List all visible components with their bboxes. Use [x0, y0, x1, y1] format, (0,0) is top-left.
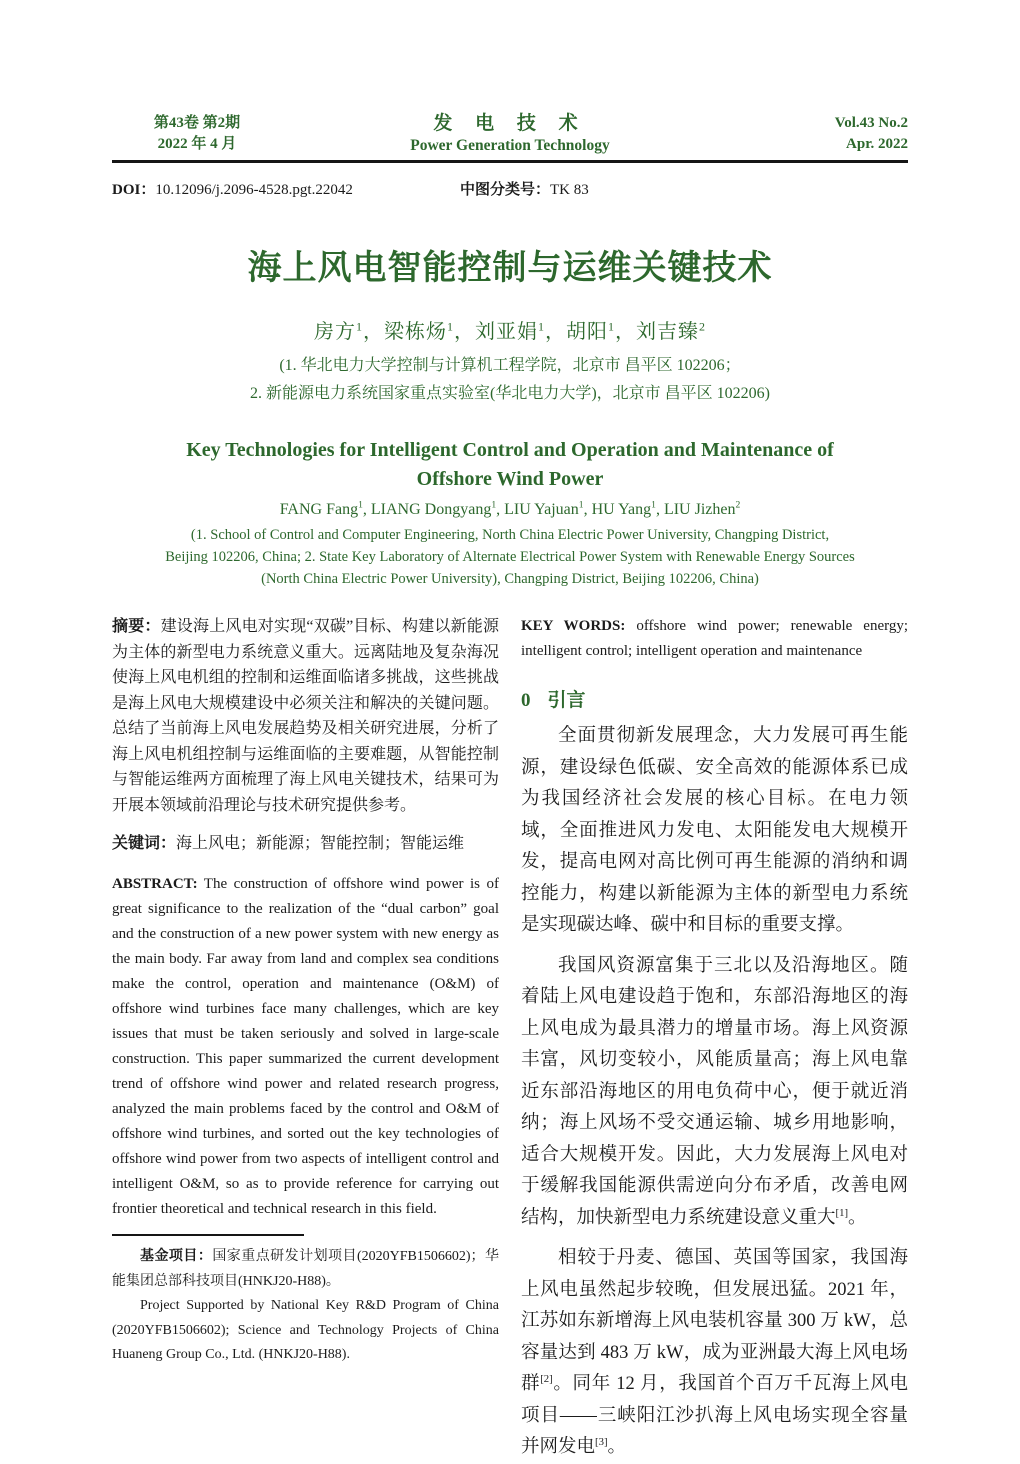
journal-name — [282, 108, 738, 155]
author-name: 胡阳$^1$， — [566, 319, 636, 343]
paper-title-en-line1: Key Technologies for Intelligent Control and Operation and Maintenance of — [186, 439, 834, 461]
author-affiliation-mark: 1 — [447, 319, 454, 334]
funding-note-en: Project Supported by National Key R&D Program of China (2020YFB1506602); Science and Technology Projects of China Huaneng Group Co., Ltd. (HNKJ20-H88). — [112, 1298, 499, 1362]
author-affiliation-mark: 2 — [699, 319, 706, 334]
clc-value: TK 83 — [550, 182, 589, 198]
funding-text-cn: 国家重点研发计划项目(2020YFB1506602)；华能集团总部科技项目(HNKJ20-H88)。 — [112, 1249, 499, 1289]
citation-ref-3: [3] — [595, 1435, 608, 1448]
author-name-en: LIANG Dongyang$^1$, — [370, 499, 505, 518]
two-column-body — [112, 614, 908, 1464]
keywords-cn-label: 关键词： — [112, 835, 177, 852]
issue-info — [112, 113, 282, 155]
author-name-en: FANG Fang$^1$, — [279, 499, 371, 518]
funding-note-cn — [112, 1245, 499, 1294]
affiliation-cn-line2: 2. 新能源电力系统国家重点实验室(华北电力大学)，北京市 昌平区 102206) — [250, 385, 770, 402]
author-affiliation-mark: 1 — [358, 499, 363, 511]
intro-paragraph-3: 相较于丹麦、德国、英国等国家，我国海上风电虽然起步较晚，但发展迅猛。2021 年，江苏如东新增海上风电装机容量 300 万 kW，总容量达到 483 万 kW，成为亚洲最大海上风电场群[2]。同年 12 月，我国首个百万千瓦海上风电项目——三峡阳江沙扒海上风电场实现全容量并网发电[3]。 — [521, 1248, 908, 1457]
clc-label: 中图分类号： — [460, 182, 551, 198]
citation-ref-1: [1] — [835, 1206, 849, 1219]
authors-en — [112, 501, 908, 519]
affiliation-en-line1: (1. School of Control and Computer Engineering, North China Electric Power University, Changping District, — [190, 527, 830, 543]
volume-info — [738, 113, 908, 155]
author-name-en: HU Yang$^1$, — [591, 499, 664, 518]
author-name-en: LIU Jizhen$^2$ — [663, 499, 741, 518]
journal-masthead — [112, 108, 908, 155]
citation-ref-2: [2] — [540, 1372, 553, 1385]
intro-paragraph-1: 全面贯彻新发展理念，大力发展可再生能源，建设绿色低碳、安全高效的能源体系已成为我国经济社会发展的核心目标。在电力领域，全面推进风力发电、太阳能发电大规模开发，提高电网对高比例可再生能源的消纳和调控能力，构建以新能源为主体的新型电力系统是实现碳达峰、碳中和目标的重要支撑。 — [521, 726, 908, 935]
author-affiliation-mark: 1 — [578, 499, 584, 511]
footnote-rule — [112, 1234, 304, 1236]
author-name: 房方$^1$， — [314, 319, 384, 343]
keywords-en-label: KEY WORDS: — [521, 618, 626, 634]
keywords-cn-text: 海上风电；新能源；智能控制；智能运维 — [176, 835, 465, 852]
abstract-en-text: The construction of offshore wind power is of great significance to the realization of the “dual carbon” goal and the construction of a new power system with new energy as the main body. Far away from land and complex sea conditions make the control, operation and maintenance (O&M) of offshore wind turbines face many challenges, which are key issues that must be taken seriously and solved in large-scale construction. This paper summarized the current development trend of offshore wind power and related research progress, analyzed the main problems faced by the control and O&M of offshore wind turbines, and sorted out the key technologies of offshore wind power from two aspects of intelligent control and intelligent O&M, so as to provide reference for carrying out frontier theoretical and technical research in this field. — [112, 876, 499, 1217]
issue-volume: 第43卷 第2期 — [153, 115, 241, 131]
author-affiliation-mark: 1 — [491, 499, 497, 511]
author-affiliation-mark: 1 — [608, 319, 615, 334]
abstract-en-label: ABSTRACT: — [112, 876, 198, 892]
journal-name-en: Power Generation Technology — [410, 137, 610, 154]
doi-label: DOI： — [112, 182, 156, 198]
keywords-en — [521, 614, 908, 664]
clc-number — [460, 178, 589, 199]
intro-paragraph-2: 我国风资源富集于三北以及沿海地区。随着陆上风电建设趋于饱和，东部沿海地区的海上风电成为最具潜力的增量市场。海上风资源丰富，风切变较小，风能质量高；海上风电靠近东部沿海地区的用电负荷中心，便于就近消纳；海上风场不受交通运输、城乡用地影响，适合大规模开发。因此，大力发展海上风电对于缓解我国能源供需逆向分布矛盾，改善电网结构，加快新型电力系统建设意义重大[1]。 — [521, 955, 908, 1228]
section-heading-introduction — [521, 685, 908, 712]
abstract-en — [112, 872, 499, 1222]
issue-date-cn: 2022 年 4 月 — [157, 136, 237, 152]
author-name: 刘吉臻$^2$ — [636, 319, 706, 343]
paper-title-en — [112, 436, 908, 494]
paper-title-cn: 海上风电智能控制与运维关键技术 — [247, 250, 773, 287]
author-name-en: LIU Yajuan$^1$, — [504, 499, 592, 518]
author-affiliation-mark: 1 — [538, 319, 545, 334]
affiliations-en — [112, 524, 908, 590]
affiliations-cn — [112, 352, 908, 408]
doi-row — [112, 178, 908, 200]
left-column — [112, 614, 499, 1464]
abstract-cn-text: 建设海上风电对实现“双碳”目标、构建以新能源为主体的新型电力系统意义重大。远离陆地及复杂海况使海上风电机组的控制和运维面临诸多挑战，这些挑战是海上风电大规模建设中必须关注和解决的关键问题。总结了当前海上风电发展趋势及相关研究进展，分析了海上风电机组控制与运维面临的主要难题，从智能控制与智能运维两方面梳理了海上风电关键技术，结果可为开展本领域前沿理论与技术研究提供参考。 — [112, 618, 499, 814]
author-affiliation-mark: 1 — [651, 499, 656, 511]
funding-footnote — [112, 1234, 499, 1368]
keywords-en-text: offshore wind power; renewable energy; intelligent control; intelligent operation and maintenance — [521, 618, 908, 659]
author-name: 梁栋炀$^1$， — [384, 319, 475, 343]
doi — [112, 182, 353, 198]
abstract-cn-label: 摘要： — [112, 618, 161, 635]
affiliation-en-line2: Beijing 102206, China; 2. State Key Laboratory of Alternate Electrical Power System with Renewable Energy Sources — [165, 549, 855, 565]
keywords-cn — [112, 831, 499, 856]
funding-label-cn: 基金项目： — [140, 1249, 213, 1264]
affiliation-en-line3: (North China Electric Power University), Changping District, Beijing 102206, China) — [261, 571, 759, 587]
paper-title-en-line2: Offshore Wind Power — [416, 468, 604, 490]
section-number: 0 — [521, 690, 531, 711]
section-title: 引言 — [547, 690, 586, 711]
issue-date-en: Apr. 2022 — [846, 136, 908, 152]
right-column — [521, 614, 908, 1464]
author-affiliation-mark: 1 — [356, 319, 363, 334]
abstract-cn — [112, 614, 499, 818]
affiliation-cn-line1: (1. 华北电力大学控制与计算机工程学院，北京市 昌平区 102206； — [279, 357, 741, 374]
journal-name-cn: 发 电 技 术 — [433, 113, 587, 134]
volume-number: Vol.43 No.2 — [834, 115, 908, 131]
authors-cn — [112, 315, 908, 344]
masthead-rule — [112, 160, 908, 163]
doi-value: 10.12096/j.2096-4528.pgt.22042 — [155, 182, 353, 198]
author-affiliation-mark: 2 — [735, 499, 741, 511]
author-name: 刘亚娟$^1$， — [475, 319, 566, 343]
